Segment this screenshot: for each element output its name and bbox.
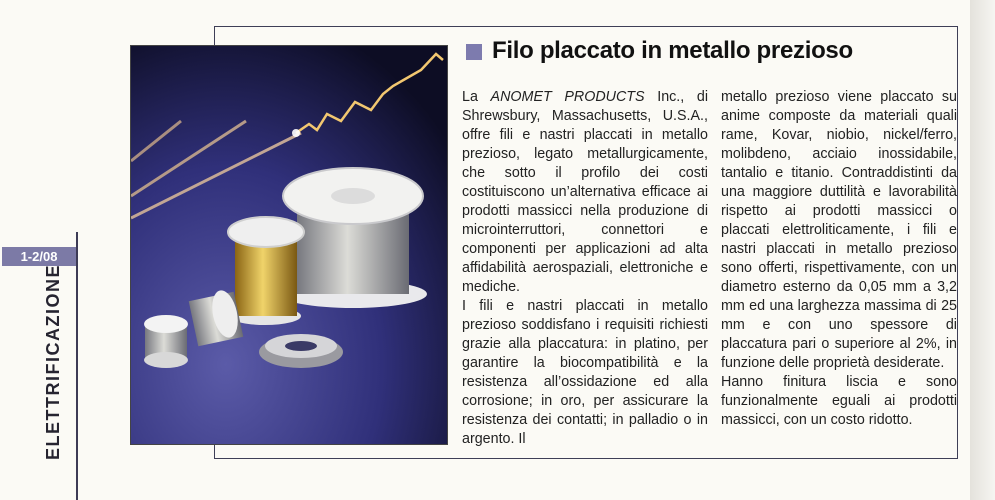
section-label: ELETTRIFICAZIONE [43,264,63,460]
paragraph-plating-continued: metallo prezioso viene placcato su anime composte da materiali quali rame, Kovar, niobio, nickel/ferro, molibdeno, acciaio inossidabile, tantalio e titanio. Contraddistinti da una maggiore duttilità e lavorabilità rispetto ai prodotti massicci o placcati elettroliticamente, i fili e nastri placcati in metallo prezioso sono offerti, rispettivamente, con un diametro esterno da 0,05 mm a 3,2 mm ed una larghezza massima di 25 mm e con uno spessore di placcatura pari o superiore al 2%, in funzione delle proprietà desiderate. [721,89,957,371]
company-name: ANOMET PRODUCTS [490,89,645,105]
paragraph-finish: Hanno finitura liscia e sono funzionalmente eguali ai prodotti massicci, con un costo ridotto. [721,374,957,428]
article-column-2 [721,88,957,430]
intro-text: Inc., di Shrewsbury, Massachusetts, U.S.A., offre fili e nastri placcati in metallo prezioso, legato metallurgicamente, che sotto il profilo dei costi costituiscono un’alternativa efficace ai prodotti massicci nella produzione di microinterruttori, connettori e componenti per applicazioni ad alta affidabilità aerospaziali, elettroniche e mediche. [462,89,709,295]
article-column-1 [462,88,708,449]
title-bullet-square [466,44,482,60]
page-edge-shadow [970,0,995,500]
article-title: Filo placcato in metallo prezioso [492,37,853,64]
paragraph-intro [462,88,708,297]
issue-number-badge: 1-2/08 [2,247,76,266]
product-photo [130,45,448,445]
sidebar-rule [76,232,78,500]
intro-prefix: La [462,89,491,105]
paragraph-plating-start: I fili e nastri placcati in metallo prezioso soddisfano i requisiti richiesti grazie alla placcatura: in platino, per garantire la biocompatibilità e la resistenza all’ossidazione ed alla corrosione; in oro, per assicurare la resistenza dei contatti; in palladio o in argento. Il [462,298,708,447]
